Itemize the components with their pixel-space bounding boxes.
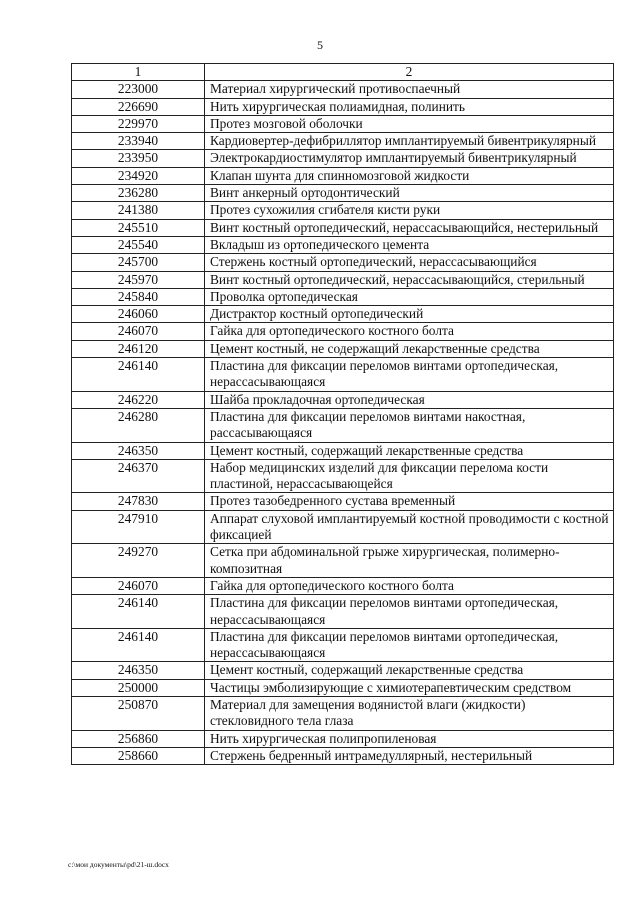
table-row [72,219,614,236]
row-name: Гайка для ортопедического костного болта [205,323,614,340]
row-code: 246350 [72,662,205,679]
table-row [72,577,614,594]
row-name: Частицы эмболизирующие с химиотерапевтическим средством [205,679,614,696]
table-row [72,408,614,442]
table-row [72,595,614,629]
table-row [72,662,614,679]
row-name: Дистрактор костный ортопедический [205,306,614,323]
row-name: Цемент костный, содержащий лекарственные средства [205,442,614,459]
row-code: 246280 [72,408,205,442]
row-code: 246120 [72,340,205,357]
row-code: 246060 [72,306,205,323]
row-code: 241380 [72,202,205,219]
table-row [72,167,614,184]
table-body [72,81,614,765]
table-row [72,510,614,544]
row-code: 233950 [72,150,205,167]
row-code: 250000 [72,679,205,696]
row-name: Протез сухожилия сгибателя кисти руки [205,202,614,219]
row-code: 245540 [72,236,205,253]
table-row [72,254,614,271]
table-row [72,288,614,305]
row-code: 258660 [72,747,205,764]
table-row [72,696,614,730]
table-row [72,185,614,202]
row-code: 246070 [72,577,205,594]
table-row [72,115,614,132]
row-name: Стержень костный ортопедический, нерассасывающийся [205,254,614,271]
row-name: Проволка ортопедическая [205,288,614,305]
row-code: 247830 [72,493,205,510]
table-row [72,730,614,747]
table-row [72,747,614,764]
row-name: Сетка при абдоминальной грыже хирургическая, полимерно-композитная [205,544,614,578]
row-name: Пластина для фиксации переломов винтами накостная, рассасывающаяся [205,408,614,442]
table-row [72,340,614,357]
table-row [72,679,614,696]
row-code: 246140 [72,628,205,662]
row-name: Вкладыш из ортопедического цемента [205,236,614,253]
table-row [72,628,614,662]
table-row [72,133,614,150]
row-name: Винт анкерный ортодонтический [205,185,614,202]
table-row [72,202,614,219]
products-table [71,63,614,765]
table-row [72,493,614,510]
row-code: 249270 [72,544,205,578]
column-header-code: 1 [72,64,205,81]
row-name: Пластина для фиксации переломов винтами ортопедическая, нерассасывающаяся [205,595,614,629]
row-name: Электрокардиостимулятор имплантируемый бивентрикулярный [205,150,614,167]
row-code: 247910 [72,510,205,544]
row-code: 234920 [72,167,205,184]
table-row [72,236,614,253]
row-name: Материал хирургический противоспаечный [205,81,614,98]
row-name: Кардиовертер-дефибриллятор имплантируемый бивентрикулярный [205,133,614,150]
row-code: 245840 [72,288,205,305]
table-row [72,150,614,167]
column-header-name: 2 [205,64,614,81]
row-name: Протез мозговой оболочки [205,115,614,132]
row-code: 246070 [72,323,205,340]
row-code: 246370 [72,459,205,493]
row-code: 229970 [72,115,205,132]
page-number: 5 [317,38,323,52]
row-name: Цемент костный, не содержащий лекарственные средства [205,340,614,357]
row-name: Материал для замещения водянистой влаги (жидкости) стекловидного тела глаза [205,696,614,730]
row-name: Пластина для фиксации переломов винтами ортопедическая, нерассасывающаяся [205,628,614,662]
footer-file-path: c:\мои документы\pd\21-ш.docx [68,860,169,869]
row-code: 246350 [72,442,205,459]
row-code: 250870 [72,696,205,730]
row-name: Набор медицинских изделий для фиксации перелома кости пластиной, нерассасывающейся [205,459,614,493]
table-row [72,306,614,323]
table-row [72,391,614,408]
row-name: Стержень бедренный интрамедуллярный, нестерильный [205,747,614,764]
row-code: 256860 [72,730,205,747]
row-name: Гайка для ортопедического костного болта [205,577,614,594]
table-row [72,544,614,578]
row-name: Протез тазобедренного сустава временный [205,493,614,510]
row-name: Цемент костный, содержащий лекарственные средства [205,662,614,679]
row-code: 245510 [72,219,205,236]
row-name: Винт костный ортопедический, нерассасывающийся, стерильный [205,271,614,288]
table-row [72,459,614,493]
row-code: 233940 [72,133,205,150]
row-name: Аппарат слуховой имплантируемый костной проводимости с костной фиксацией [205,510,614,544]
row-name: Винт костный ортопедический, нерассасывающийся, нестерильный [205,219,614,236]
row-name: Нить хирургическая полиамидная, полинить [205,98,614,115]
row-code: 236280 [72,185,205,202]
row-name: Нить хирургическая полипропиленовая [205,730,614,747]
row-name: Шайба прокладочная ортопедическая [205,391,614,408]
row-code: 245700 [72,254,205,271]
table-row [72,358,614,392]
table-header-row [72,64,614,81]
table-row [72,442,614,459]
row-name: Пластина для фиксации переломов винтами ортопедическая, нерассасывающаяся [205,358,614,392]
row-code: 246140 [72,358,205,392]
row-code: 246140 [72,595,205,629]
table-row [72,323,614,340]
table-row [72,271,614,288]
row-code: 245970 [72,271,205,288]
row-code: 223000 [72,81,205,98]
row-name: Клапан шунта для спинномозговой жидкости [205,167,614,184]
row-code: 226690 [72,98,205,115]
row-code: 246220 [72,391,205,408]
table-row [72,98,614,115]
table-row [72,81,614,98]
